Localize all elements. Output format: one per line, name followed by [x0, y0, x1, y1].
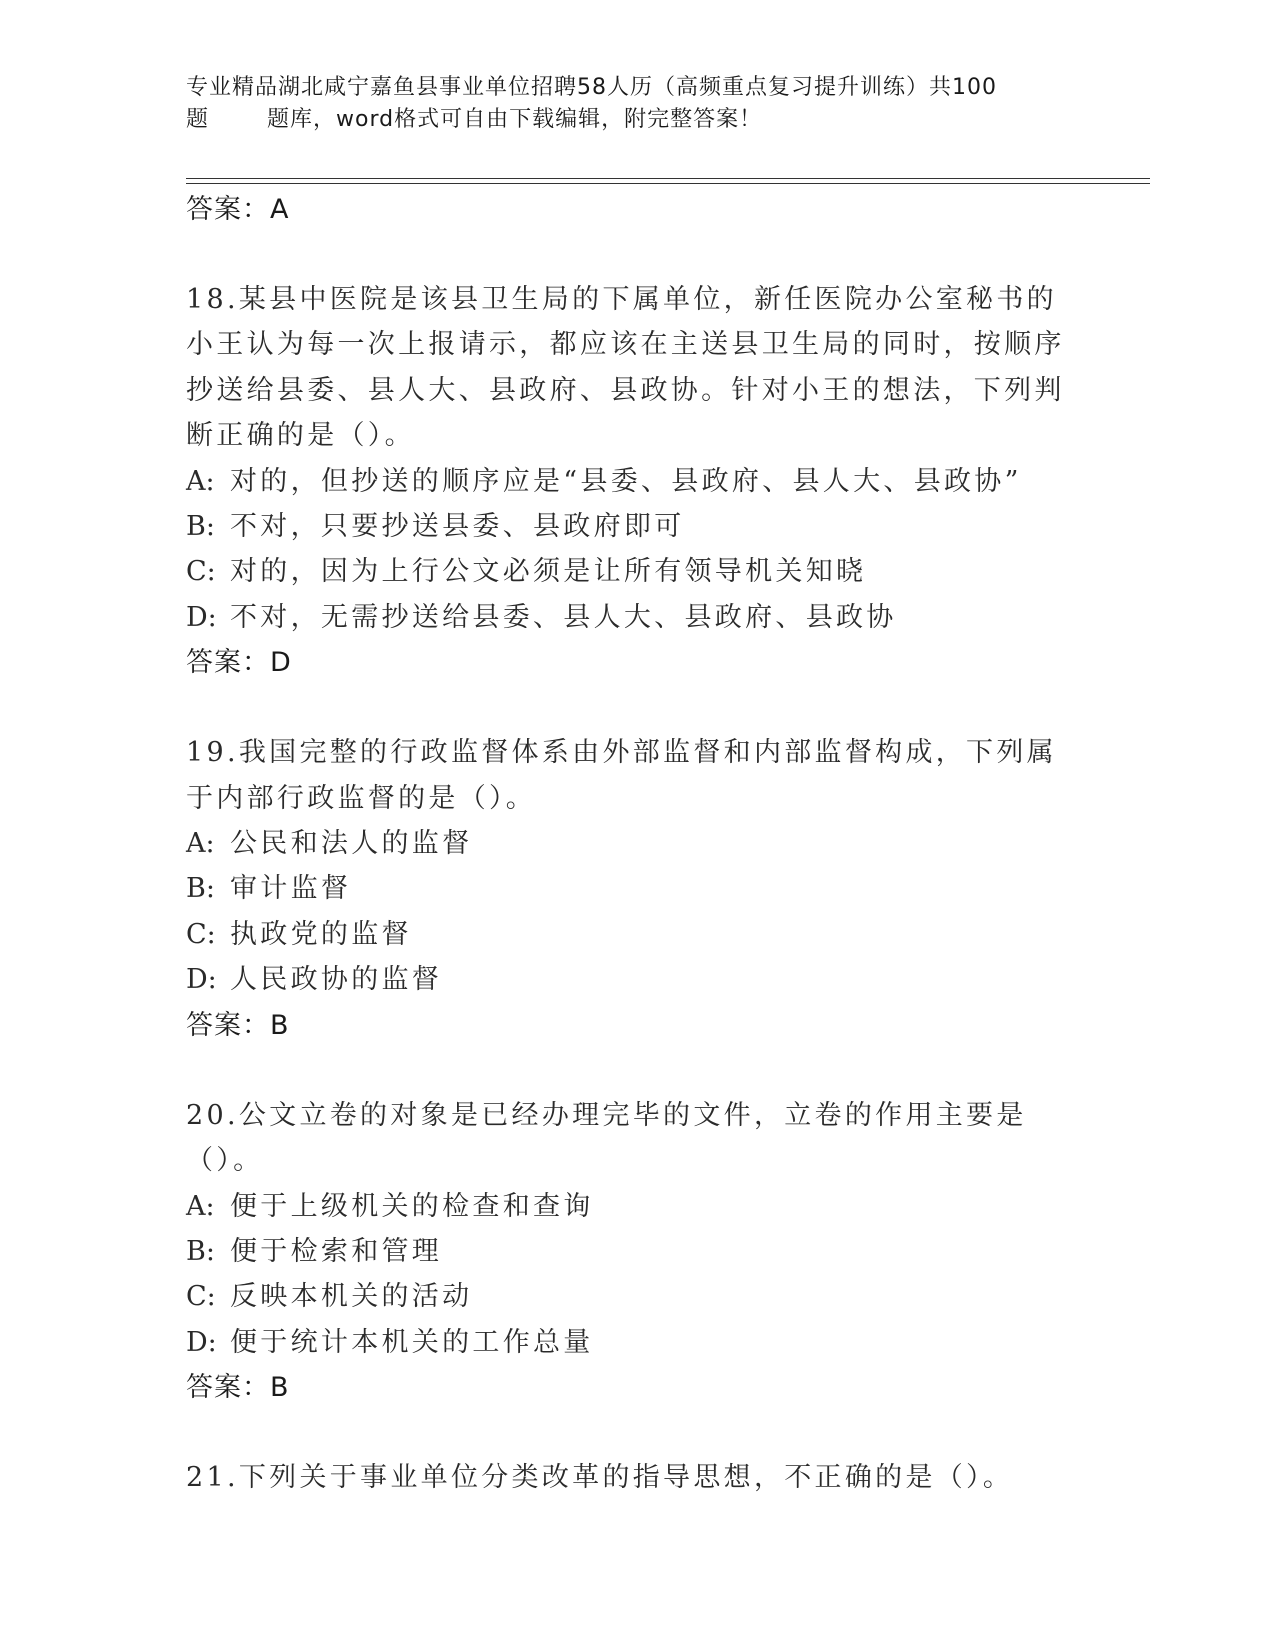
option-text: 对的，因为上行公文必须是让所有领导机关知晓 — [230, 556, 867, 588]
answer: 答案：D — [186, 647, 292, 679]
question-stem: 18.某县中医院是该县卫生局的下属单位，新任医院办公室秘书的小王认为每一次上报请示，都应该在主送县卫生局的同时，按顺序抄送给县委、县人大、县政府、县政协。针对小王的想法，下列判断正确的是（）。 — [186, 284, 1065, 452]
option-a — [186, 821, 1086, 866]
question-21 — [186, 1455, 1086, 1500]
header-title-line2 — [186, 104, 1066, 136]
option-key: C: — [186, 1281, 216, 1313]
question-18 — [186, 277, 1086, 686]
header-divider-bottom — [186, 183, 1150, 184]
question-19 — [186, 730, 1086, 1048]
option-key: B: — [186, 511, 215, 543]
option-c — [186, 549, 1086, 594]
option-c — [186, 912, 1086, 957]
option-key: A: — [186, 1190, 215, 1222]
answer-previous: 答案：A — [186, 194, 290, 225]
question-stem: 21.下列关于事业单位分类改革的指导思想，不正确的是（）。 — [186, 1462, 1014, 1494]
option-a — [186, 1184, 1086, 1229]
header-line2-start: 题 — [186, 107, 210, 132]
option-a — [186, 459, 1086, 504]
option-text: 不对，无需抄送给县委、县人大、县政府、县政协 — [230, 601, 897, 633]
page-header — [186, 72, 1066, 136]
question-20 — [186, 1093, 1086, 1411]
option-text: 便于检索和管理 — [230, 1235, 443, 1267]
option-c — [186, 1274, 1086, 1319]
answer: 答案：B — [186, 1009, 290, 1041]
option-d — [186, 957, 1086, 1002]
option-b — [186, 866, 1086, 911]
option-key: D: — [186, 964, 217, 996]
option-d — [186, 1320, 1086, 1365]
header-line2-rest: 题库，word格式可自由下载编辑，附完整答案！ — [267, 107, 763, 132]
option-key: C: — [186, 556, 216, 588]
option-text: 便于统计本机关的工作总量 — [230, 1326, 594, 1358]
option-key: A: — [186, 465, 215, 497]
option-b — [186, 504, 1086, 549]
option-key: D: — [186, 601, 217, 633]
question-stem: 20.公文立卷的对象是已经办理完毕的文件，立卷的作用主要是（）。 — [186, 1099, 1027, 1177]
option-key: B: — [186, 1235, 215, 1267]
option-text: 审计监督 — [230, 873, 352, 905]
option-text: 反映本机关的活动 — [230, 1281, 473, 1313]
option-key: D: — [186, 1326, 217, 1358]
option-text: 公民和法人的监督 — [230, 828, 473, 860]
document-body — [186, 187, 1086, 1501]
question-stem: 19.我国完整的行政监督体系由外部监督和内部监督构成，下列属于内部行政监督的是（）。 — [186, 737, 1057, 814]
option-key: A: — [186, 828, 215, 860]
option-b — [186, 1229, 1086, 1274]
option-text: 对的，但抄送的顺序应是“县委、县政府、县人大、县政协” — [230, 465, 1022, 497]
answer: 答案：B — [186, 1372, 290, 1404]
option-key: B: — [186, 873, 215, 905]
header-divider-top — [186, 178, 1150, 179]
option-text: 执政党的监督 — [230, 918, 412, 950]
option-key: C: — [186, 918, 216, 950]
option-text: 不对，只要抄送县委、县政府即可 — [230, 511, 685, 543]
option-d — [186, 595, 1086, 640]
option-text: 便于上级机关的检查和查询 — [230, 1190, 594, 1222]
option-text: 人民政协的监督 — [230, 964, 443, 996]
header-title-line1: 专业精品湖北咸宁嘉鱼县事业单位招聘58人历（高频重点复习提升训练）共100 — [186, 75, 997, 100]
